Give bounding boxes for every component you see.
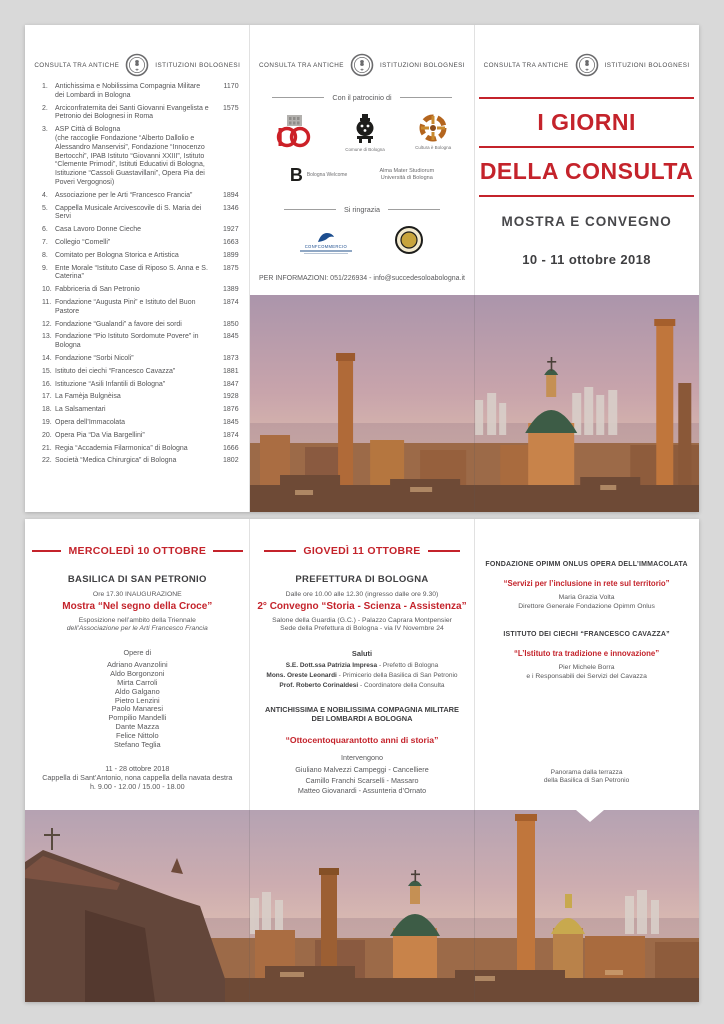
artists-list	[32, 661, 243, 749]
info-line: PER INFORMAZIONI: 051/226934 - info@succedesoloabologna.it	[259, 275, 465, 282]
bologna-skyline-photo-inner	[25, 810, 699, 1002]
institution-year: 1899	[223, 251, 239, 259]
sheet-front	[25, 25, 699, 512]
photo-caption-line1: Panorama dalla terrazza	[550, 769, 623, 776]
talk-speaker: Pier Michele Borra	[558, 664, 615, 672]
thursday-venue: PREFETTURA DI BOLOGNA	[295, 574, 429, 585]
masthead-right-text: ISTITUZIONI BOLOGNESI	[155, 61, 241, 69]
institution-year: 1876	[223, 406, 239, 414]
cover-title-line1: I GIORNI	[537, 108, 636, 135]
institution-year: 1663	[223, 238, 239, 246]
institution-year: 1894	[223, 191, 239, 199]
artist-name: Dante Mazza	[115, 721, 160, 731]
institution-year: 1874	[223, 298, 239, 306]
comune-logo-caption: Comune di Bologna	[345, 147, 385, 152]
thursday-time: Dalle ore 10.00 alle 12.30 (ingresso dalle ore 9.30)	[285, 591, 439, 598]
institution-number: 3.	[42, 126, 48, 134]
institution-number: 2.	[42, 104, 48, 112]
institution-name: Casa Lavoro Donne Cieche	[55, 226, 141, 234]
institution-number: 13.	[42, 333, 52, 341]
institution-row	[42, 368, 239, 377]
institution-year: 1847	[223, 380, 239, 388]
photo-notch-triangle	[576, 810, 604, 822]
institution-year: 1875	[223, 264, 239, 272]
speaker-row	[257, 671, 468, 681]
speaker-role: - Prefetto di Bologna	[378, 662, 439, 670]
institution-year: 1666	[223, 444, 239, 452]
cover-dates: 10 - 11 ottobre 2018	[522, 251, 651, 267]
patronage-title: Con il patrocinio di	[332, 93, 392, 102]
institution-row	[42, 333, 239, 351]
exhibition-place: Cappella di Sant’Antonio, nona cappella della navata destra	[42, 773, 233, 783]
artist-name: Stefano Teglia	[113, 739, 161, 749]
patronage-logos-row	[258, 113, 467, 152]
masthead	[250, 53, 475, 77]
participant-row: Matteo Giovanardi - Assunteria d’Ornato	[297, 786, 427, 795]
confcommercio-label: CONFCOMMERCIO	[304, 243, 348, 249]
consulta-seal-icon	[125, 53, 149, 77]
institution-number: 7.	[42, 238, 48, 246]
fold-line	[249, 519, 250, 1002]
institution-row	[42, 381, 239, 390]
cover-title-block	[479, 97, 694, 267]
alma-mater-line2: Università di Bologna	[380, 175, 433, 181]
institution-row	[42, 445, 239, 454]
fold-line	[474, 519, 475, 1002]
institution-row	[42, 457, 239, 466]
talk-block	[481, 631, 692, 681]
consulta-seal-icon	[350, 53, 374, 77]
talk-title: “L’Istituto tra tradizione e innovazione”	[514, 649, 660, 659]
masthead-right-text: ISTITUZIONI BOLOGNESI	[604, 61, 690, 69]
participants-list	[257, 765, 468, 796]
artist-name: Mirta Carroli	[117, 678, 158, 687]
institution-number: 11.	[42, 298, 52, 306]
confcommercio-logo	[300, 231, 352, 255]
institution-row	[42, 419, 239, 428]
institution-year: 1845	[223, 418, 239, 426]
institution-number: 21.	[42, 444, 52, 452]
institution-number: 19.	[42, 418, 52, 426]
institution-name: La Salsamentari	[55, 406, 106, 414]
thanks-logos-row	[258, 225, 467, 260]
masthead	[25, 53, 250, 77]
speakers-list	[257, 661, 468, 690]
institution-number: 15.	[42, 367, 52, 375]
talk-block	[481, 561, 692, 611]
wednesday-event-title: Mostra “Nel segno della Croce”	[62, 601, 213, 612]
institution-name: Comitato per Bologna Storica e Artistica	[55, 251, 179, 259]
institution-name: Fabbriceria di San Petronio	[55, 286, 140, 294]
institution-row	[42, 126, 239, 188]
institution-row	[42, 83, 239, 101]
institution-name: Regia “Accademia Filarmonica” di Bologna	[55, 444, 188, 452]
institution-row	[42, 299, 239, 317]
institution-year: 1927	[223, 226, 239, 234]
institution-row	[42, 321, 239, 330]
compagnia-talk-title: “Ottocentoquarantotto anni di storia”	[285, 735, 439, 746]
masthead-left-text: CONSULTA TRA ANTICHE	[259, 61, 344, 69]
thursday-day-title: GIOVEDÌ 11 OTTOBRE	[303, 545, 421, 557]
right-talks	[481, 561, 692, 701]
institution-number: 18.	[42, 406, 52, 414]
institution-number: 10.	[42, 286, 52, 294]
institution-number: 9.	[42, 264, 48, 272]
masthead-left-text: CONSULTA TRA ANTICHE	[34, 61, 120, 69]
institution-row	[42, 105, 239, 123]
institution-number: 1.	[42, 83, 48, 90]
speaker-role: - Primicerio della Basilica di San Petronio	[338, 672, 458, 679]
institution-year: 1170	[223, 83, 239, 90]
wednesday-desc-line2: dell’Associazione per le Arti Francesco Francia	[66, 625, 208, 633]
artist-name: Aldo Borgonzoni	[110, 669, 165, 679]
thursday-desc-line1: Salone della Guardia (G.C.) - Palazzo Caprara Montpensier	[272, 617, 452, 624]
wednesday-day-title-row	[32, 545, 243, 557]
talk-organization: FONDAZIONE OPIMM ONLUS OPERA DELL’IMMACOLATA	[485, 561, 688, 568]
institution-name: Fondazione “Pio Istituto Sordomute Povere” in Bologna	[55, 333, 199, 350]
photo-caption-line2: della Basilica di San Petronio	[543, 777, 630, 785]
institution-row	[42, 432, 239, 441]
talk-organization: ISTITUTO DEI CIECHI “FRANCESCO CAVAZZA”	[503, 631, 670, 639]
institution-name: Fondazione “Gualandi” a favore dei sordi	[55, 320, 182, 328]
intervene-label: Intervengono	[341, 753, 383, 763]
institution-name: Ente Morale “Istituto Case di Riposo S. Anna e S. Caterina”	[55, 264, 208, 281]
thursday-day-title-row	[257, 545, 468, 557]
thanks-title: Si ringrazia	[344, 205, 380, 214]
institution-name: Società “Medica Chirurgica” di Bologna	[55, 457, 177, 465]
wednesday-time: Ore 17.30 INAUGURAZIONE	[92, 591, 182, 598]
institution-year: 1850	[223, 320, 239, 328]
institution-number: 17.	[42, 393, 52, 401]
participant-row: Camillo Franchi Scarselli - Massaro	[305, 775, 419, 785]
institution-year: 1874	[223, 431, 239, 439]
artist-name: Pompilio Mandelli	[108, 713, 167, 723]
works-label: Opere di	[123, 648, 152, 658]
artist-name: Pietro Lenzini	[114, 695, 160, 705]
institution-row	[42, 239, 239, 248]
comune-di-bologna-logo	[345, 113, 385, 152]
institution-name: Fondazione “Augusta Pini” e Istituto del Buon Pastore	[55, 298, 196, 315]
institution-row	[42, 252, 239, 261]
institution-note: (che raccoglie Fondazione “Alberto Dallolio e Alessandro Manservisi”, Fondazione “Innocenzo Bertocchi”, IPAB Istituto “Giovanni XXIII”, Istituto “Clemente Primodi”, Istituti Educativi di Bologna, Istituzione “Cassoli Guastavillani”, Opera Pia dei Poveri Vergognosi)	[55, 134, 205, 186]
masthead	[474, 53, 699, 77]
institution-year: 1346	[223, 204, 239, 212]
talk-speaker-role: Direttore Generale Fondazione Opimm Onlus	[518, 602, 655, 610]
institution-row	[42, 226, 239, 235]
cover-rule-bottom	[479, 195, 694, 197]
institutions-list	[42, 83, 239, 470]
institution-name: Istituzione “Asili Infantili di Bologna”	[55, 380, 166, 388]
institution-row	[42, 406, 239, 415]
institution-name: Opera Pia “Da Via Bargellini”	[55, 431, 145, 439]
bologna-welcome-b-glyph: B	[289, 165, 303, 185]
masthead-right-text: ISTITUZIONI BOLOGNESI	[379, 61, 465, 69]
institution-number: 8.	[42, 251, 48, 259]
cultura-logo-caption: Cultura è Bologna	[415, 145, 452, 150]
institution-year: 1845	[223, 333, 239, 341]
speaker-row	[257, 661, 468, 671]
exhibition-dates: 11 - 28 ottobre 2018	[105, 764, 170, 774]
institution-number: 4.	[42, 191, 48, 199]
institution-number: 14.	[42, 354, 52, 362]
thanks-title-row	[260, 205, 465, 214]
institution-row	[42, 393, 239, 402]
artist-name: Aldo Galgano	[114, 686, 160, 696]
institution-number: 20.	[42, 431, 52, 439]
talk-title: “Servizi per l’inclusione in rete sul territorio”	[503, 579, 670, 588]
bologna-welcome-logo	[290, 167, 348, 183]
alma-mater-line1: Alma Mater Studiorum	[379, 168, 435, 175]
consulta-seal-icon	[575, 53, 599, 77]
institution-name: Arciconfraternita dei Santi Giovanni Evangelista e Petronio dei Bolognesi in Roma	[55, 104, 209, 121]
patronage-logos-row-2	[258, 167, 467, 183]
photo-caption	[481, 769, 692, 786]
thursday-desc-line2: Sede della Prefettura di Bologna - via IV Novembre 24	[280, 625, 444, 633]
wednesday-desc-line1: Esposizione nell’ambito della Triennale	[78, 617, 196, 624]
masthead-left-text: CONSULTA TRA ANTICHE	[483, 61, 569, 69]
patronage-title-row	[260, 93, 465, 102]
institution-row	[42, 286, 239, 295]
artist-name: Paolo Manaresi	[111, 704, 163, 714]
bologna-welcome-label: Bologna Welcome	[306, 172, 348, 178]
talk-speaker-role: e i Responsabili dei Servizi del Cavazza	[526, 672, 647, 680]
institution-year: 1389	[223, 286, 239, 294]
wednesday-day-title: MERCOLEDÌ 10 OTTOBRE	[68, 545, 207, 557]
institution-name: ASP Città di Bologna	[55, 126, 121, 134]
cover-title-line2: DELLA CONSULTA	[479, 157, 694, 184]
institution-row	[42, 355, 239, 364]
institution-name: Associazione per le Arti “Francesco Francia”	[55, 191, 193, 199]
institution-number: 16.	[42, 380, 52, 388]
cover-subtitle: MOSTRA E CONVEGNO	[501, 213, 672, 229]
talk-speaker: Maria Grazia Volta	[558, 594, 615, 601]
institution-year: 1802	[223, 457, 239, 465]
institution-name: Cappella Musicale Arcivescovile di S. Maria dei Servi	[55, 204, 202, 221]
institution-row	[42, 205, 239, 223]
institution-row	[42, 265, 239, 283]
participant-row: Giuliano Malvezzi Campeggi - Cancelliere	[295, 765, 429, 775]
institution-year: 1575	[223, 104, 239, 112]
institution-number: 6.	[42, 226, 48, 234]
citta-metropolitana-logo	[273, 113, 315, 151]
institution-year: 1873	[223, 354, 239, 362]
institution-name: Istituto dei ciechi “Francesco Cavazza”	[55, 367, 176, 375]
exhibition-hours: h. 9.00 - 12.00 / 15.00 - 18.00	[89, 782, 185, 792]
artist-name: Adriano Avanzolini	[106, 660, 168, 670]
speaker-name: S.E. Dott.ssa Patrizia Impresa	[285, 662, 378, 670]
institution-number: 22.	[42, 457, 52, 465]
institution-name: Opera dell’Immacolata	[55, 418, 126, 426]
speaker-role: - Coordinatore della Consulta	[359, 681, 445, 689]
artist-name: Felice Nittolo	[115, 730, 159, 740]
speaker-name: Mons. Oreste Leonardi	[266, 672, 337, 679]
saluti-label: Saluti	[351, 649, 373, 659]
institution-year: 1928	[223, 393, 239, 401]
institution-row	[42, 192, 239, 201]
wednesday-venue: BASILICA DI SAN PETRONIO	[67, 574, 207, 585]
alma-mater-logo	[379, 168, 434, 182]
fold-line	[249, 25, 250, 512]
front-institutions-panel	[25, 25, 250, 512]
compagnia-org-title: ANTICHISSIMA E NOBILISSIMA COMPAGNIA MILITARE DEI LOMBARDI A BOLOGNA	[265, 705, 459, 724]
institution-number: 5.	[42, 204, 48, 212]
thursday-event-title: 2° Convegno “Storia - Scienza - Assistenza”	[257, 601, 467, 612]
fold-line	[474, 25, 475, 512]
institution-name: Antichissima e Nobilissima Compagnia Militare dei Lombardi in Bologna	[55, 83, 201, 99]
sheet-inner	[25, 519, 699, 1002]
round-seal-logo	[394, 225, 424, 260]
institution-number: 12.	[42, 320, 52, 328]
institution-name: Fondazione “Sorbi Nicoli”	[55, 354, 134, 362]
cultura-bologna-logo	[415, 113, 451, 150]
speaker-row	[257, 681, 468, 691]
institution-name: Collegio “Comelli”	[55, 238, 111, 246]
institution-year: 1881	[223, 367, 239, 375]
speaker-name: Prof. Roberto Corinaldesi	[279, 681, 359, 689]
institution-name: La Famèja Bulgnèisa	[55, 393, 121, 401]
